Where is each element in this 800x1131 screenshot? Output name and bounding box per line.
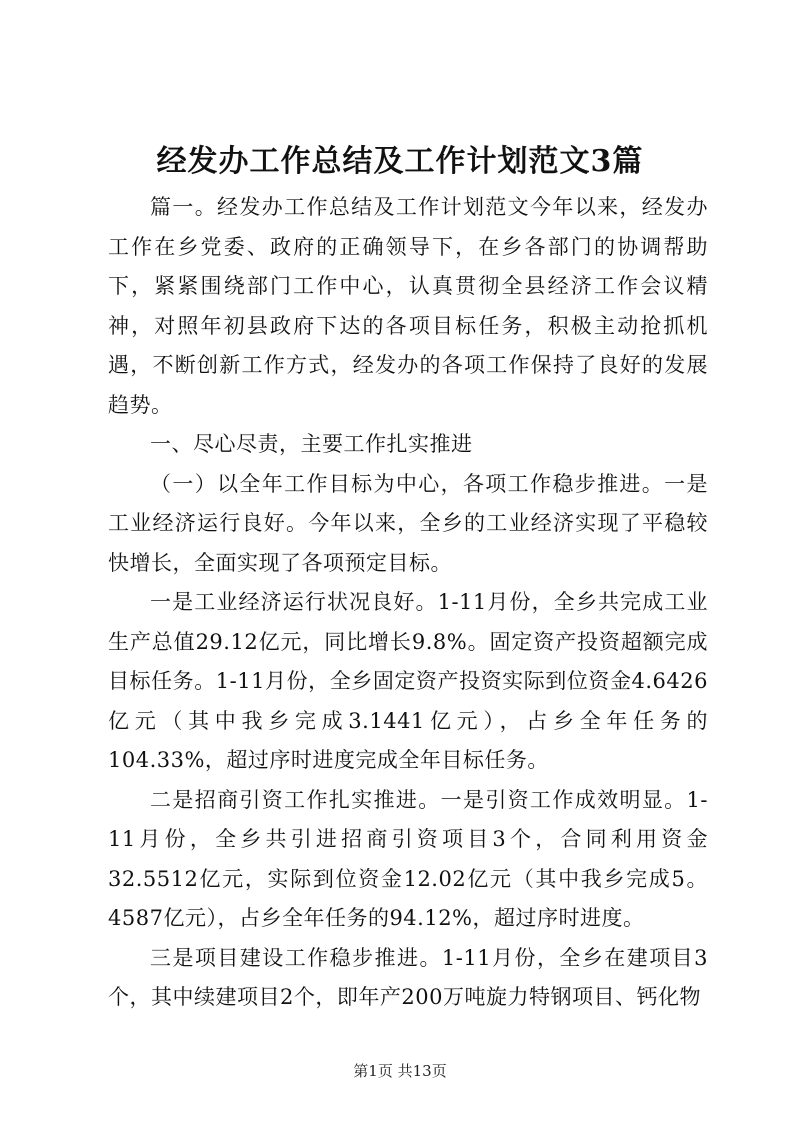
paragraph-project-construction: 三是项目建设工作稳步推进。1-11月份，全乡在建项目3个，其中续建项目2个，即年产200万吨旋力特钢项目、钙化物 [108, 945, 708, 1009]
page-number-footer: 第1页 共13页 [353, 1062, 447, 1080]
document-body [108, 188, 708, 1018]
paragraph-work-goals: （一）以全年工作目标为中心，各项工作稳步推进。一是工业经济运行良好。今年以来，全乡的工业经济实现了平稳较快增长，全面实现了各项预定目标。 [108, 471, 708, 575]
document-title: 经发办工作总结及工作计划范文3篇 [156, 144, 644, 179]
paragraph-intro: 篇一。经发办工作总结及工作计划范文今年以来，经发办工作在乡党委、政府的正确领导下，在乡各部门的协调帮助下，紧紧围绕部门工作中心，认真贯彻全县经济工作会议精神，对照年初县政府下达的各项目标任务，积极主动抢抓机遇，不断创新工作方式，经发办的各项工作保持了良好的发展趋势。 [108, 195, 708, 417]
paragraph-industrial-economy: 一是工业经济运行状况良好。1-11月份，全乡共完成工业生产总值29.12亿元，同比增长9.8%。固定资产投资超额完成目标任务。1-11月份，全乡固定资产投资实际到位资金4.6426亿元（其中我乡完成3.1441亿元），占乡全年任务的104.33%，超过序时进度完成全年目标任务。 [108, 590, 708, 772]
section-heading: 一、尽心尽责，主要工作扎实推进 [150, 432, 473, 456]
paragraph-investment-attraction: 二是招商引资工作扎实推进。一是引资工作成效明显。1-11月份，全乡共引进招商引资项目3个，合同利用资金32.5512亿元，实际到位资金12.02亿元（其中我乡完成5。4587亿元），占乡全年任务的94.12%，超过序时进度。 [108, 787, 708, 930]
